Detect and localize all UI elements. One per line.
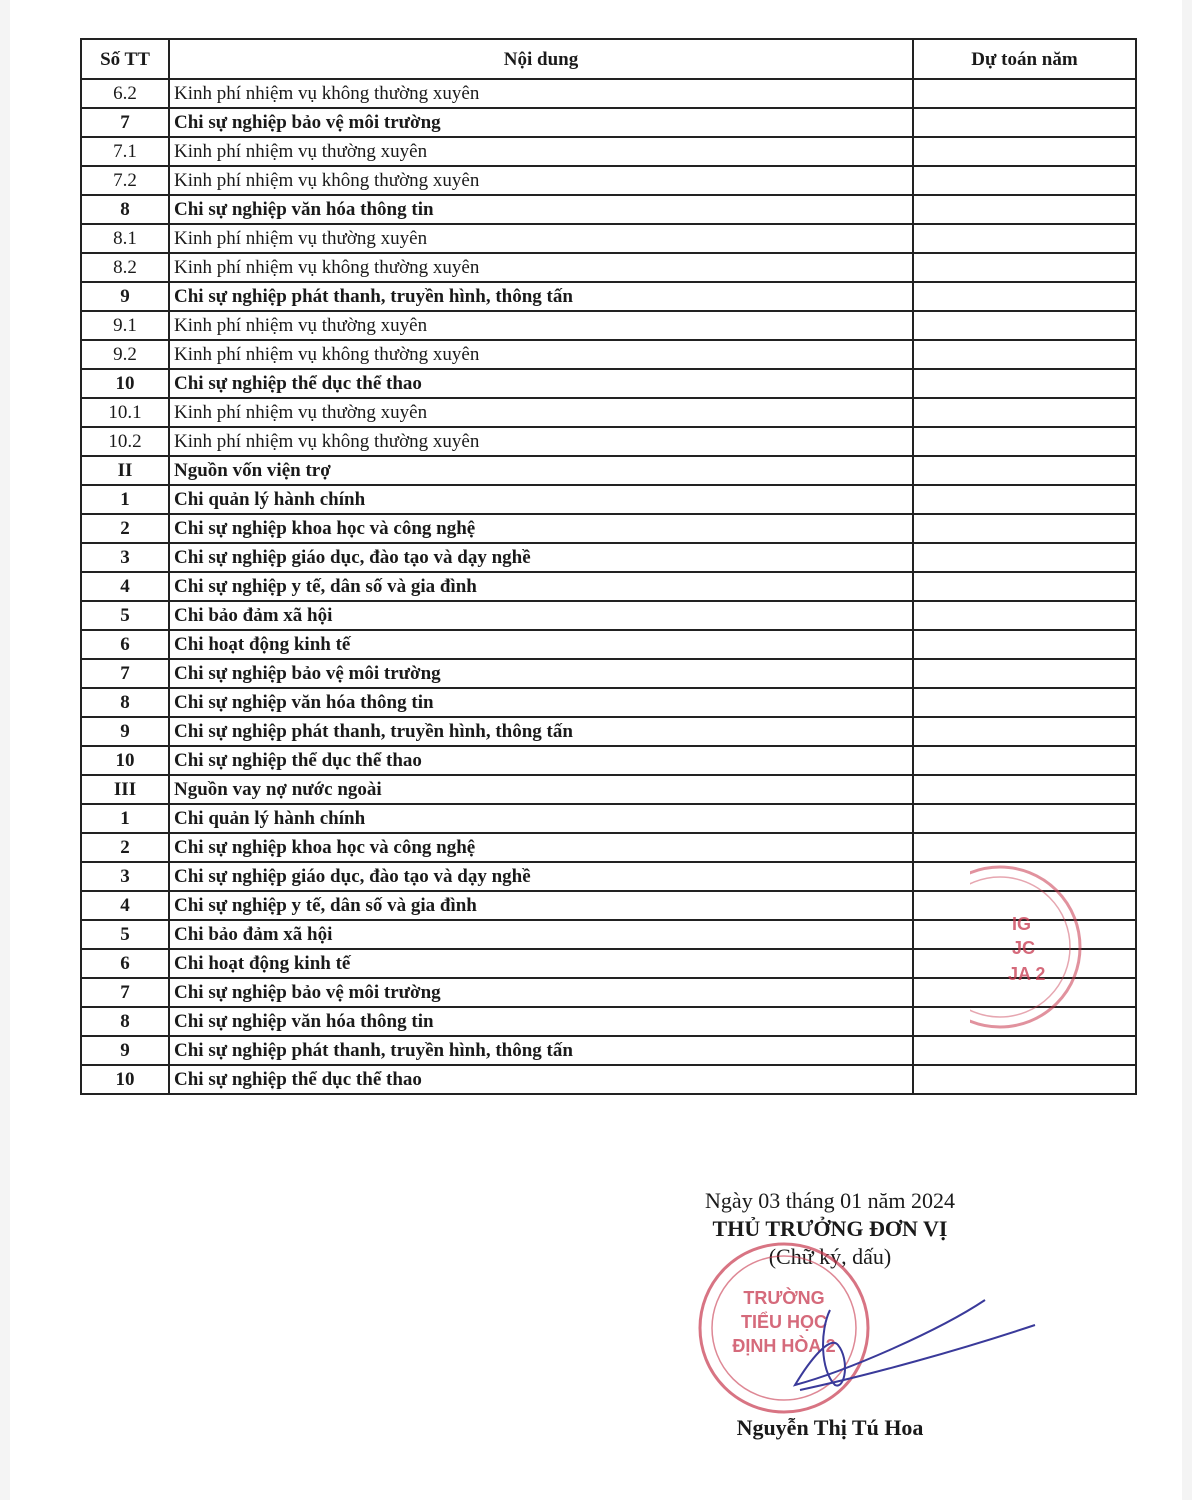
- row-content: Chi sự nghiệp văn hóa thông tin: [169, 1007, 913, 1036]
- row-content: Kinh phí nhiệm vụ không thường xuyên: [169, 427, 913, 456]
- row-stt: 7.1: [81, 137, 169, 166]
- table-row: [81, 224, 1136, 253]
- row-content: Chi sự nghiệp bảo vệ môi trường: [169, 659, 913, 688]
- table-row: [81, 630, 1136, 659]
- row-content: Chi sự nghiệp thể dục thể thao: [169, 369, 913, 398]
- row-estimate: [913, 253, 1136, 282]
- row-estimate: [913, 282, 1136, 311]
- row-stt: 7: [81, 108, 169, 137]
- table-row: [81, 369, 1136, 398]
- row-stt: 9: [81, 282, 169, 311]
- row-content: Kinh phí nhiệm vụ thường xuyên: [169, 137, 913, 166]
- row-estimate: [913, 224, 1136, 253]
- row-stt: 9: [81, 1036, 169, 1065]
- stamp-line-2: TIỂU HỌC: [740, 1312, 828, 1332]
- row-stt: 6: [81, 949, 169, 978]
- header-estimate: Dự toán năm: [913, 39, 1136, 79]
- row-content: Chi sự nghiệp bảo vệ môi trường: [169, 978, 913, 1007]
- row-content: Chi hoạt động kinh tế: [169, 630, 913, 659]
- row-content: Chi sự nghiệp khoa học và công nghệ: [169, 833, 913, 862]
- row-stt: 5: [81, 601, 169, 630]
- table-row: [81, 804, 1136, 833]
- row-content: Kinh phí nhiệm vụ không thường xuyên: [169, 253, 913, 282]
- row-content: Nguồn vay nợ nước ngoài: [169, 775, 913, 804]
- table-row: [81, 253, 1136, 282]
- row-content: Chi hoạt động kinh tế: [169, 949, 913, 978]
- svg-text:JC: JC: [1012, 938, 1036, 958]
- row-estimate: [913, 427, 1136, 456]
- table-row: [81, 79, 1136, 108]
- row-content: Chi bảo đảm xã hội: [169, 920, 913, 949]
- table-row: [81, 137, 1136, 166]
- row-content: Kinh phí nhiệm vụ không thường xuyên: [169, 166, 913, 195]
- table-row: [81, 514, 1136, 543]
- row-estimate: [913, 369, 1136, 398]
- row-content: Chi sự nghiệp y tế, dân số và gia đình: [169, 572, 913, 601]
- row-content: Chi sự nghiệp y tế, dân số và gia đình: [169, 891, 913, 920]
- row-estimate: [913, 804, 1136, 833]
- row-content: Chi sự nghiệp văn hóa thông tin: [169, 688, 913, 717]
- row-content: Chi sự nghiệp phát thanh, truyền hình, thông tấn: [169, 717, 913, 746]
- row-estimate: [913, 340, 1136, 369]
- row-stt: 5: [81, 920, 169, 949]
- row-stt: 2: [81, 514, 169, 543]
- row-stt: 1: [81, 485, 169, 514]
- row-content: Chi sự nghiệp giáo dục, đào tạo và dạy nghề: [169, 862, 913, 891]
- row-stt: 10.2: [81, 427, 169, 456]
- row-content: Chi sự nghiệp bảo vệ môi trường: [169, 108, 913, 137]
- svg-text:IG: IG: [1012, 914, 1032, 934]
- table-row: [81, 746, 1136, 775]
- row-estimate: [913, 775, 1136, 804]
- row-stt: 1: [81, 804, 169, 833]
- handwritten-signature: [790, 1290, 1050, 1400]
- row-estimate: [913, 456, 1136, 485]
- table-row: [81, 601, 1136, 630]
- row-content: Chi sự nghiệp phát thanh, truyền hình, thông tấn: [169, 282, 913, 311]
- row-stt: III: [81, 775, 169, 804]
- row-content: Kinh phí nhiệm vụ không thường xuyên: [169, 340, 913, 369]
- table-header-row: [81, 39, 1136, 79]
- row-content: Chi sự nghiệp thể dục thể thao: [169, 1065, 913, 1094]
- row-estimate: [913, 166, 1136, 195]
- row-content: Kinh phí nhiệm vụ thường xuyên: [169, 398, 913, 427]
- row-estimate: [913, 137, 1136, 166]
- row-stt: 8: [81, 1007, 169, 1036]
- row-content: Kinh phí nhiệm vụ không thường xuyên: [169, 79, 913, 108]
- row-stt: 4: [81, 572, 169, 601]
- header-content: Nội dung: [169, 39, 913, 79]
- table-row: [81, 688, 1136, 717]
- row-stt: II: [81, 456, 169, 485]
- row-stt: 3: [81, 862, 169, 891]
- table-row: [81, 659, 1136, 688]
- row-stt: 6.2: [81, 79, 169, 108]
- row-estimate: [913, 659, 1136, 688]
- table-row: [81, 282, 1136, 311]
- row-estimate: [913, 833, 1136, 862]
- signature-note: (Chữ ký, dấu): [768, 1244, 892, 1269]
- stamp-line-1: TRƯỜNG: [743, 1288, 825, 1308]
- row-content: Chi sự nghiệp giáo dục, đào tạo và dạy nghề: [169, 543, 913, 572]
- row-stt: 10: [81, 369, 169, 398]
- row-estimate: [913, 485, 1136, 514]
- row-content: Chi sự nghiệp phát thanh, truyền hình, thông tấn: [169, 1036, 913, 1065]
- table-row: [81, 717, 1136, 746]
- row-stt: 6: [81, 630, 169, 659]
- date-line: Ngày 03 tháng 01 năm 2024: [705, 1188, 955, 1213]
- row-content: Kinh phí nhiệm vụ thường xuyên: [169, 311, 913, 340]
- row-stt: 8: [81, 195, 169, 224]
- row-content: Kinh phí nhiệm vụ thường xuyên: [169, 224, 913, 253]
- row-content: Chi sự nghiệp văn hóa thông tin: [169, 195, 913, 224]
- partial-stamp: [970, 862, 1090, 1032]
- row-estimate: [913, 195, 1136, 224]
- table-row: [81, 572, 1136, 601]
- header-stt: Số TT: [81, 39, 169, 79]
- row-stt: 9.1: [81, 311, 169, 340]
- table-row: [81, 543, 1136, 572]
- row-content: Chi quản lý hành chính: [169, 485, 913, 514]
- row-stt: 8.2: [81, 253, 169, 282]
- row-estimate: [913, 543, 1136, 572]
- row-estimate: [913, 1036, 1136, 1065]
- row-stt: 8: [81, 688, 169, 717]
- row-estimate: [913, 79, 1136, 108]
- table-row: [81, 833, 1136, 862]
- stamp-line-3: ĐỊNH HÒA 2: [732, 1336, 836, 1356]
- table-row: [81, 311, 1136, 340]
- row-content: Chi sự nghiệp thể dục thể thao: [169, 746, 913, 775]
- row-estimate: [913, 688, 1136, 717]
- row-content: Nguồn vốn viện trợ: [169, 456, 913, 485]
- row-estimate: [913, 572, 1136, 601]
- table-row: [81, 456, 1136, 485]
- row-stt: 8.1: [81, 224, 169, 253]
- row-stt: 4: [81, 891, 169, 920]
- row-estimate: [913, 311, 1136, 340]
- row-estimate: [913, 630, 1136, 659]
- row-stt: 10.1: [81, 398, 169, 427]
- document-page: [10, 0, 1182, 1500]
- row-stt: 7.2: [81, 166, 169, 195]
- row-estimate: [913, 601, 1136, 630]
- row-stt: 3: [81, 543, 169, 572]
- row-estimate: [913, 717, 1136, 746]
- table-row: [81, 195, 1136, 224]
- row-estimate: [913, 514, 1136, 543]
- signer-title: THỦ TRƯỞNG ĐƠN VỊ: [712, 1216, 948, 1241]
- row-stt: 7: [81, 978, 169, 1007]
- row-estimate: [913, 1065, 1136, 1094]
- row-content: Chi sự nghiệp khoa học và công nghệ: [169, 514, 913, 543]
- row-stt: 10: [81, 746, 169, 775]
- table-row: [81, 775, 1136, 804]
- row-content: Chi quản lý hành chính: [169, 804, 913, 833]
- table-row: [81, 166, 1136, 195]
- row-stt: 9: [81, 717, 169, 746]
- row-stt: 10: [81, 1065, 169, 1094]
- table-row: [81, 398, 1136, 427]
- row-estimate: [913, 746, 1136, 775]
- table-row: [81, 1036, 1136, 1065]
- row-stt: 2: [81, 833, 169, 862]
- table-row: [81, 340, 1136, 369]
- signer-name: Nguyễn Thị Tú Hoa: [736, 1415, 924, 1440]
- table-row: [81, 1065, 1136, 1094]
- row-stt: 9.2: [81, 340, 169, 369]
- row-stt: 7: [81, 659, 169, 688]
- table-row: [81, 108, 1136, 137]
- table-row: [81, 427, 1136, 456]
- svg-text:JA 2: JA 2: [1008, 964, 1046, 984]
- row-estimate: [913, 398, 1136, 427]
- row-estimate: [913, 108, 1136, 137]
- table-row: [81, 485, 1136, 514]
- row-content: Chi bảo đảm xã hội: [169, 601, 913, 630]
